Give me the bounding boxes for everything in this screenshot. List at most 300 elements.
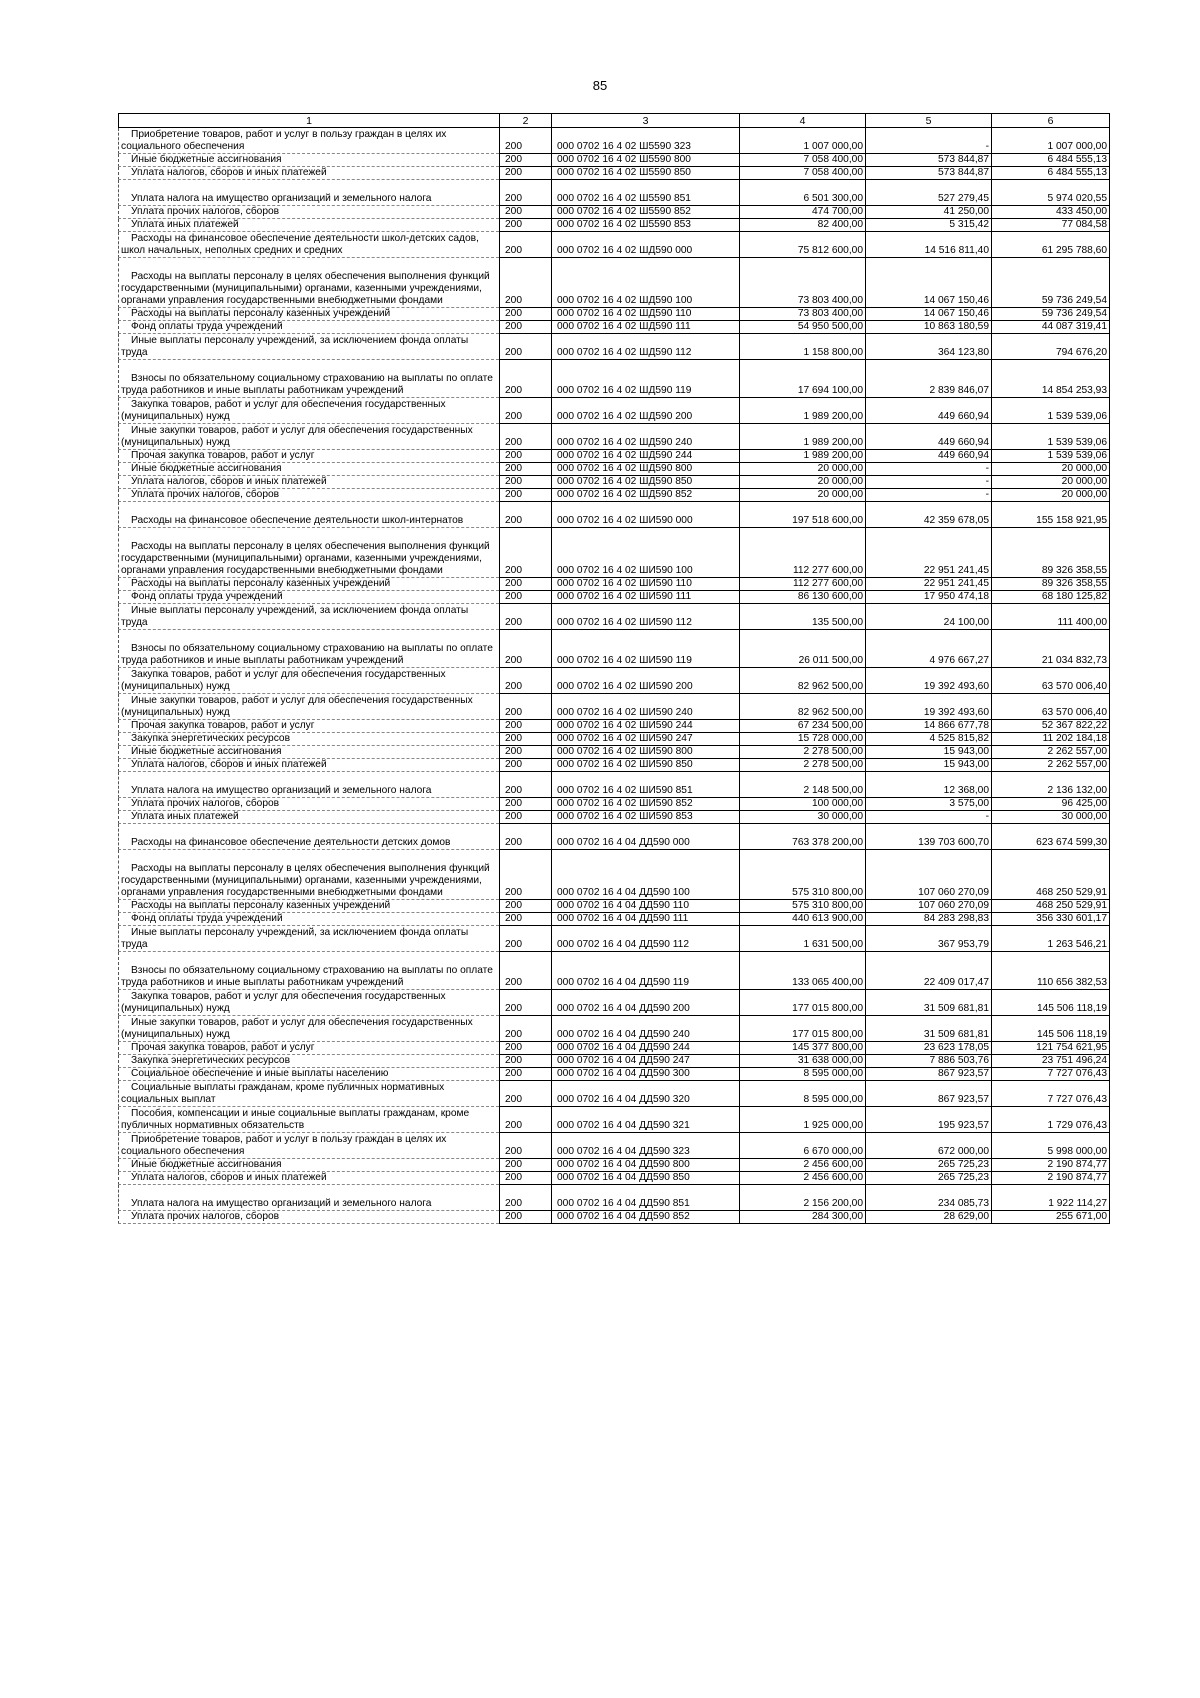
expense-name-cell: [119, 424, 500, 450]
classifier-code-cell: 000 0702 16 4 02 ШИ590 000: [552, 502, 740, 528]
remaining-amount-cell: 20 000,00: [992, 463, 1110, 476]
table-row: [119, 1081, 1110, 1107]
expense-name-text: Уплата налогов, сборов и иных платежей: [131, 759, 327, 770]
expense-name-cell: [119, 990, 500, 1016]
approved-amount-cell: 73 803 400,00: [740, 258, 866, 308]
executed-amount-cell: 5 315,42: [866, 219, 992, 232]
executed-amount-cell: 14 067 150,46: [866, 308, 992, 321]
line-code-cell: 200: [500, 926, 552, 952]
remaining-amount-cell: 52 367 822,22: [992, 720, 1110, 733]
line-code-cell: 200: [500, 811, 552, 824]
approved-amount-cell: 1 989 200,00: [740, 398, 866, 424]
executed-amount-cell: 107 060 270,09: [866, 850, 992, 900]
remaining-amount-cell: 11 202 184,18: [992, 733, 1110, 746]
executed-amount-cell: 23 623 178,05: [866, 1042, 992, 1055]
line-code-cell: 200: [500, 668, 552, 694]
line-code-cell: 200: [500, 154, 552, 167]
remaining-amount-cell: 6 484 555,13: [992, 154, 1110, 167]
expense-name-cell: [119, 1068, 500, 1081]
classifier-code-cell: 000 0702 16 4 02 ШИ590 112: [552, 604, 740, 630]
approved-amount-cell: 86 130 600,00: [740, 591, 866, 604]
table-row: [119, 1159, 1110, 1172]
classifier-code-cell: 000 0702 16 4 04 ДД590 100: [552, 850, 740, 900]
executed-amount-cell: 31 509 681,81: [866, 990, 992, 1016]
expense-name-cell: [119, 824, 500, 850]
expense-name-text: Иные выплаты персоналу учреждений, за исключением фонда оплаты труда: [121, 605, 469, 628]
expense-name-text: Иные бюджетные ассигнования: [131, 154, 282, 165]
classifier-code-cell: 000 0702 16 4 02 ШИ590 851: [552, 772, 740, 798]
line-code-cell: 200: [500, 321, 552, 334]
line-code-cell: 200: [500, 1016, 552, 1042]
approved-amount-cell: 15 728 000,00: [740, 733, 866, 746]
approved-amount-cell: 6 670 000,00: [740, 1133, 866, 1159]
executed-amount-cell: 14 866 677,78: [866, 720, 992, 733]
table-row: [119, 308, 1110, 321]
table-row: [119, 668, 1110, 694]
classifier-code-cell: 000 0702 16 4 04 ДД590 112: [552, 926, 740, 952]
remaining-amount-cell: 255 671,00: [992, 1211, 1110, 1224]
remaining-amount-cell: 20 000,00: [992, 476, 1110, 489]
approved-amount-cell: 2 156 200,00: [740, 1185, 866, 1211]
remaining-amount-cell: 21 034 832,73: [992, 630, 1110, 668]
remaining-amount-cell: 96 425,00: [992, 798, 1110, 811]
expense-name-text: Приобретение товаров, работ и услуг в пользу граждан в целях их социального обеспечения: [121, 1134, 447, 1157]
expense-name-cell: [119, 1042, 500, 1055]
line-code-cell: 200: [500, 759, 552, 772]
table-body: [119, 128, 1110, 1224]
approved-amount-cell: 575 310 800,00: [740, 850, 866, 900]
remaining-amount-cell: 7 727 076,43: [992, 1081, 1110, 1107]
executed-amount-cell: 14 516 811,40: [866, 232, 992, 258]
expense-name-text: Закупка товаров, работ и услуг для обеспечения государственных (муниципальных) нужд: [121, 991, 446, 1014]
executed-amount-cell: 367 953,79: [866, 926, 992, 952]
classifier-code-cell: 000 0702 16 4 02 ШД590 244: [552, 450, 740, 463]
approved-amount-cell: 67 234 500,00: [740, 720, 866, 733]
classifier-code-cell: 000 0702 16 4 02 ШИ590 200: [552, 668, 740, 694]
expense-name-text: Взносы по обязательному социальному страхованию на выплаты по оплате труда работников и иные выплаты работникам учреждений: [121, 643, 493, 666]
classifier-code-cell: 000 0702 16 4 02 Ш5590 852: [552, 206, 740, 219]
expense-name-text: Социальное обеспечение и иные выплаты населению: [131, 1068, 389, 1079]
approved-amount-cell: 2 278 500,00: [740, 746, 866, 759]
classifier-code-cell: 000 0702 16 4 04 ДД590 300: [552, 1068, 740, 1081]
classifier-code-cell: 000 0702 16 4 02 Ш5590 850: [552, 167, 740, 180]
expense-name-text: Уплата налогов, сборов и иных платежей: [131, 1172, 327, 1183]
table-row: [119, 604, 1110, 630]
line-code-cell: 200: [500, 219, 552, 232]
expense-name-cell: [119, 450, 500, 463]
table-row: [119, 321, 1110, 334]
approved-amount-cell: 75 812 600,00: [740, 232, 866, 258]
classifier-code-cell: 000 0702 16 4 04 ДД590 323: [552, 1133, 740, 1159]
line-code-cell: 200: [500, 1159, 552, 1172]
line-code-cell: 200: [500, 502, 552, 528]
executed-amount-cell: -: [866, 463, 992, 476]
line-code-cell: 200: [500, 694, 552, 720]
remaining-amount-cell: 1 539 539,06: [992, 398, 1110, 424]
executed-amount-cell: 867 923,57: [866, 1081, 992, 1107]
table-row: [119, 1042, 1110, 1055]
table-row: [119, 746, 1110, 759]
expense-name-text: Иные бюджетные ассигнования: [131, 746, 282, 757]
executed-amount-cell: 19 392 493,60: [866, 694, 992, 720]
classifier-code-cell: 000 0702 16 4 04 ДД590 321: [552, 1107, 740, 1133]
classifier-code-cell: 000 0702 16 4 04 ДД590 000: [552, 824, 740, 850]
expense-name-cell: [119, 1185, 500, 1211]
classifier-code-cell: 000 0702 16 4 02 ШИ590 240: [552, 694, 740, 720]
expense-name-text: Уплата налогов, сборов и иных платежей: [131, 476, 327, 487]
expense-name-cell: [119, 476, 500, 489]
executed-amount-cell: 12 368,00: [866, 772, 992, 798]
line-code-cell: 200: [500, 913, 552, 926]
expense-name-cell: [119, 926, 500, 952]
executed-amount-cell: 31 509 681,81: [866, 1016, 992, 1042]
remaining-amount-cell: 1 922 114,27: [992, 1185, 1110, 1211]
expense-name-text: Иные закупки товаров, работ и услуг для обеспечения государственных (муниципальных) нужд: [121, 425, 473, 448]
expense-name-cell: [119, 463, 500, 476]
remaining-amount-cell: 468 250 529,91: [992, 900, 1110, 913]
remaining-amount-cell: 59 736 249,54: [992, 308, 1110, 321]
expense-name-cell: [119, 746, 500, 759]
line-code-cell: 200: [500, 850, 552, 900]
remaining-amount-cell: 1 729 076,43: [992, 1107, 1110, 1133]
remaining-amount-cell: 110 656 382,53: [992, 952, 1110, 990]
line-code-cell: 200: [500, 824, 552, 850]
page-number: 85: [592, 78, 608, 93]
classifier-code-cell: 000 0702 16 4 02 ШД590 200: [552, 398, 740, 424]
expense-name-text: Расходы на выплаты персоналу в целях обеспечения выполнения функций государственными (муниципальными) органами, казенными учреждениями, органами управления государственными внебюджетными фондами: [121, 863, 490, 898]
approved-amount-cell: 1 158 800,00: [740, 334, 866, 360]
expense-name-cell: [119, 334, 500, 360]
table-row: [119, 424, 1110, 450]
remaining-amount-cell: 468 250 529,91: [992, 850, 1110, 900]
classifier-code-cell: 000 0702 16 4 02 ШИ590 850: [552, 759, 740, 772]
classifier-code-cell: 000 0702 16 4 02 ШИ590 852: [552, 798, 740, 811]
classifier-code-cell: 000 0702 16 4 02 ШИ590 110: [552, 578, 740, 591]
approved-amount-cell: 474 700,00: [740, 206, 866, 219]
classifier-code-cell: 000 0702 16 4 02 ШИ590 247: [552, 733, 740, 746]
table-row: [119, 1107, 1110, 1133]
approved-amount-cell: 284 300,00: [740, 1211, 866, 1224]
line-code-cell: 200: [500, 1081, 552, 1107]
table-row: [119, 154, 1110, 167]
expense-name-text: Расходы на выплаты персоналу в целях обеспечения выполнения функций государственными (муниципальными) органами, казенными учреждениями, органами управления государственными внебюджетными фондами: [121, 271, 490, 306]
approved-amount-cell: 177 015 800,00: [740, 990, 866, 1016]
line-code-cell: 200: [500, 528, 552, 578]
classifier-code-cell: 000 0702 16 4 04 ДД590 850: [552, 1172, 740, 1185]
approved-amount-cell: 133 065 400,00: [740, 952, 866, 990]
remaining-amount-cell: 145 506 118,19: [992, 990, 1110, 1016]
approved-amount-cell: 30 000,00: [740, 811, 866, 824]
table-row: [119, 798, 1110, 811]
classifier-code-cell: 000 0702 16 4 02 ШИ590 853: [552, 811, 740, 824]
executed-amount-cell: -: [866, 476, 992, 489]
line-code-cell: 200: [500, 746, 552, 759]
line-code-cell: 200: [500, 772, 552, 798]
executed-amount-cell: 15 943,00: [866, 759, 992, 772]
expense-name-cell: [119, 591, 500, 604]
expense-name-text: Иные бюджетные ассигнования: [131, 1159, 282, 1170]
executed-amount-cell: 672 000,00: [866, 1133, 992, 1159]
executed-amount-cell: 15 943,00: [866, 746, 992, 759]
classifier-code-cell: 000 0702 16 4 02 ШД590 112: [552, 334, 740, 360]
table-row: [119, 850, 1110, 900]
classifier-code-cell: 000 0702 16 4 02 Ш5590 323: [552, 128, 740, 154]
column-number-4: 4: [740, 114, 866, 128]
expense-name-text: Фонд оплаты труда учреждений: [131, 913, 283, 924]
executed-amount-cell: 867 923,57: [866, 1068, 992, 1081]
line-code-cell: 200: [500, 990, 552, 1016]
expense-name-cell: [119, 952, 500, 990]
remaining-amount-cell: 111 400,00: [992, 604, 1110, 630]
line-code-cell: 200: [500, 1055, 552, 1068]
approved-amount-cell: 2 456 600,00: [740, 1172, 866, 1185]
table-row: [119, 128, 1110, 154]
line-code-cell: 200: [500, 476, 552, 489]
expense-name-text: Уплата прочих налогов, сборов: [131, 206, 280, 217]
line-code-cell: 200: [500, 334, 552, 360]
classifier-code-cell: 000 0702 16 4 02 ШД590 852: [552, 489, 740, 502]
expense-name-text: Приобретение товаров, работ и услуг в пользу граждан в целях их социального обеспечения: [121, 129, 447, 152]
line-code-cell: 200: [500, 128, 552, 154]
executed-amount-cell: 22 951 241,45: [866, 578, 992, 591]
line-code-cell: 200: [500, 952, 552, 990]
approved-amount-cell: 8 595 000,00: [740, 1068, 866, 1081]
approved-amount-cell: 20 000,00: [740, 489, 866, 502]
line-code-cell: 200: [500, 591, 552, 604]
table-row: [119, 1133, 1110, 1159]
executed-amount-cell: 28 629,00: [866, 1211, 992, 1224]
table-row: [119, 630, 1110, 668]
expense-name-text: Социальные выплаты гражданам, кроме публичных нормативных социальных выплат: [121, 1082, 445, 1105]
classifier-code-cell: 000 0702 16 4 04 ДД590 111: [552, 913, 740, 926]
line-code-cell: 200: [500, 1172, 552, 1185]
approved-amount-cell: 82 400,00: [740, 219, 866, 232]
approved-amount-cell: 17 694 100,00: [740, 360, 866, 398]
executed-amount-cell: 84 283 298,83: [866, 913, 992, 926]
executed-amount-cell: 7 886 503,76: [866, 1055, 992, 1068]
classifier-code-cell: 000 0702 16 4 02 Ш5590 853: [552, 219, 740, 232]
line-code-cell: 200: [500, 1133, 552, 1159]
expense-name-cell: [119, 232, 500, 258]
expense-name-text: Взносы по обязательному социальному страхованию на выплаты по оплате труда работников и иные выплаты работникам учреждений: [121, 373, 493, 396]
executed-amount-cell: 449 660,94: [866, 398, 992, 424]
remaining-amount-cell: 1 263 546,21: [992, 926, 1110, 952]
expense-name-cell: [119, 128, 500, 154]
approved-amount-cell: 7 058 400,00: [740, 167, 866, 180]
table-row: [119, 694, 1110, 720]
expense-name-text: Закупка товаров, работ и услуг для обеспечения государственных (муниципальных) нужд: [121, 399, 446, 422]
line-code-cell: 200: [500, 733, 552, 746]
expense-name-cell: [119, 398, 500, 424]
executed-amount-cell: 195 923,57: [866, 1107, 992, 1133]
expense-name-text: Прочая закупка товаров, работ и услуг: [131, 720, 315, 731]
remaining-amount-cell: 121 754 621,95: [992, 1042, 1110, 1055]
executed-amount-cell: -: [866, 489, 992, 502]
approved-amount-cell: 1 989 200,00: [740, 424, 866, 450]
executed-amount-cell: 527 279,45: [866, 180, 992, 206]
expense-name-text: Иные выплаты персоналу учреждений, за исключением фонда оплаты труда: [121, 927, 469, 950]
executed-amount-cell: 17 950 474,18: [866, 591, 992, 604]
executed-amount-cell: 449 660,94: [866, 450, 992, 463]
expense-name-cell: [119, 1016, 500, 1042]
classifier-code-cell: 000 0702 16 4 04 ДД590 244: [552, 1042, 740, 1055]
table-row: [119, 398, 1110, 424]
executed-amount-cell: 107 060 270,09: [866, 900, 992, 913]
executed-amount-cell: 573 844,87: [866, 154, 992, 167]
line-code-cell: 200: [500, 900, 552, 913]
remaining-amount-cell: 63 570 006,40: [992, 668, 1110, 694]
remaining-amount-cell: 6 484 555,13: [992, 167, 1110, 180]
approved-amount-cell: 82 962 500,00: [740, 694, 866, 720]
line-code-cell: 200: [500, 398, 552, 424]
table-row: [119, 489, 1110, 502]
expense-name-cell: [119, 167, 500, 180]
expense-name-cell: [119, 1055, 500, 1068]
expense-name-text: Закупка товаров, работ и услуг для обеспечения государственных (муниципальных) нужд: [121, 669, 446, 692]
expense-name-cell: [119, 1107, 500, 1133]
expense-name-cell: [119, 694, 500, 720]
remaining-amount-cell: 2 136 132,00: [992, 772, 1110, 798]
classifier-code-cell: 000 0702 16 4 04 ДД590 851: [552, 1185, 740, 1211]
classifier-code-cell: 000 0702 16 4 02 Ш5590 851: [552, 180, 740, 206]
remaining-amount-cell: 1 007 000,00: [992, 128, 1110, 154]
approved-amount-cell: 112 277 600,00: [740, 528, 866, 578]
approved-amount-cell: 26 011 500,00: [740, 630, 866, 668]
approved-amount-cell: 575 310 800,00: [740, 900, 866, 913]
executed-amount-cell: 41 250,00: [866, 206, 992, 219]
executed-amount-cell: 42 359 678,05: [866, 502, 992, 528]
column-number-row: [119, 114, 1110, 128]
expense-name-cell: [119, 1133, 500, 1159]
expense-name-cell: [119, 206, 500, 219]
line-code-cell: 200: [500, 258, 552, 308]
executed-amount-cell: 19 392 493,60: [866, 668, 992, 694]
classifier-code-cell: 000 0702 16 4 04 ДД590 852: [552, 1211, 740, 1224]
table-row: [119, 334, 1110, 360]
executed-amount-cell: 3 575,00: [866, 798, 992, 811]
expense-name-text: Уплата налога на имущество организаций и земельного налога: [131, 785, 432, 796]
table-row: [119, 219, 1110, 232]
remaining-amount-cell: 623 674 599,30: [992, 824, 1110, 850]
budget-execution-table: [118, 113, 1110, 1224]
line-code-cell: 200: [500, 1068, 552, 1081]
expense-name-cell: [119, 900, 500, 913]
expense-name-cell: [119, 1159, 500, 1172]
expense-name-text: Уплата иных платежей: [131, 811, 239, 822]
remaining-amount-cell: 1 539 539,06: [992, 424, 1110, 450]
remaining-amount-cell: 1 539 539,06: [992, 450, 1110, 463]
executed-amount-cell: 24 100,00: [866, 604, 992, 630]
table-row: [119, 1172, 1110, 1185]
table-row: [119, 206, 1110, 219]
approved-amount-cell: 1 631 500,00: [740, 926, 866, 952]
executed-amount-cell: 449 660,94: [866, 424, 992, 450]
expense-name-text: Уплата налога на имущество организаций и земельного налога: [131, 193, 432, 204]
table-row: [119, 1068, 1110, 1081]
expense-name-cell: [119, 811, 500, 824]
remaining-amount-cell: 30 000,00: [992, 811, 1110, 824]
expense-name-cell: [119, 913, 500, 926]
expense-name-cell: [119, 798, 500, 811]
line-code-cell: 200: [500, 489, 552, 502]
approved-amount-cell: 8 595 000,00: [740, 1081, 866, 1107]
expense-name-cell: [119, 258, 500, 308]
column-number-1: 1: [119, 114, 500, 128]
classifier-code-cell: 000 0702 16 4 04 ДД590 119: [552, 952, 740, 990]
expense-name-text: Фонд оплаты труда учреждений: [131, 321, 283, 332]
classifier-code-cell: 000 0702 16 4 02 ШД590 110: [552, 308, 740, 321]
expense-name-text: Иные закупки товаров, работ и услуг для обеспечения государственных (муниципальных) нужд: [121, 1017, 473, 1040]
classifier-code-cell: 000 0702 16 4 04 ДД590 240: [552, 1016, 740, 1042]
line-code-cell: 200: [500, 360, 552, 398]
remaining-amount-cell: 2 190 874,77: [992, 1159, 1110, 1172]
expense-name-text: Уплата налога на имущество организаций и земельного налога: [131, 1198, 432, 1209]
executed-amount-cell: 265 725,23: [866, 1159, 992, 1172]
remaining-amount-cell: 89 326 358,55: [992, 578, 1110, 591]
line-code-cell: 200: [500, 798, 552, 811]
line-code-cell: 200: [500, 1185, 552, 1211]
remaining-amount-cell: 356 330 601,17: [992, 913, 1110, 926]
expense-name-cell: [119, 578, 500, 591]
remaining-amount-cell: 44 087 319,41: [992, 321, 1110, 334]
expense-name-text: Расходы на финансовое обеспечение деятельности школ-интернатов: [131, 515, 464, 526]
classifier-code-cell: 000 0702 16 4 02 ШД590 240: [552, 424, 740, 450]
remaining-amount-cell: 23 751 496,24: [992, 1055, 1110, 1068]
table-row: [119, 258, 1110, 308]
remaining-amount-cell: 2 190 874,77: [992, 1172, 1110, 1185]
expense-name-text: Иные закупки товаров, работ и услуг для обеспечения государственных (муниципальных) нужд: [121, 695, 473, 718]
classifier-code-cell: 000 0702 16 4 04 ДД590 800: [552, 1159, 740, 1172]
table-row: [119, 591, 1110, 604]
remaining-amount-cell: 14 854 253,93: [992, 360, 1110, 398]
classifier-code-cell: 000 0702 16 4 02 ШД590 100: [552, 258, 740, 308]
table-row: [119, 720, 1110, 733]
executed-amount-cell: 234 085,73: [866, 1185, 992, 1211]
expense-name-text: Закупка энергетических ресурсов: [131, 1055, 291, 1066]
expense-name-text: Уплата налогов, сборов и иных платежей: [131, 167, 327, 178]
classifier-code-cell: 000 0702 16 4 02 ШД590 111: [552, 321, 740, 334]
line-code-cell: 200: [500, 167, 552, 180]
executed-amount-cell: 10 863 180,59: [866, 321, 992, 334]
executed-amount-cell: 265 725,23: [866, 1172, 992, 1185]
expense-name-cell: [119, 321, 500, 334]
expense-name-cell: [119, 1211, 500, 1224]
approved-amount-cell: 73 803 400,00: [740, 308, 866, 321]
table-row: [119, 167, 1110, 180]
line-code-cell: 200: [500, 578, 552, 591]
approved-amount-cell: 1 925 000,00: [740, 1107, 866, 1133]
expense-name-text: Расходы на выплаты персоналу казенных учреждений: [131, 900, 391, 911]
classifier-code-cell: 000 0702 16 4 02 ШД590 119: [552, 360, 740, 398]
table-row: [119, 1211, 1110, 1224]
table-row: [119, 811, 1110, 824]
classifier-code-cell: 000 0702 16 4 02 ШИ590 119: [552, 630, 740, 668]
expense-name-text: Иные выплаты персоналу учреждений, за исключением фонда оплаты труда: [121, 335, 469, 358]
classifier-code-cell: 000 0702 16 4 02 ШИ590 111: [552, 591, 740, 604]
remaining-amount-cell: 68 180 125,82: [992, 591, 1110, 604]
expense-name-cell: [119, 720, 500, 733]
line-code-cell: 200: [500, 450, 552, 463]
line-code-cell: 200: [500, 180, 552, 206]
executed-amount-cell: -: [866, 128, 992, 154]
remaining-amount-cell: 145 506 118,19: [992, 1016, 1110, 1042]
approved-amount-cell: 145 377 800,00: [740, 1042, 866, 1055]
remaining-amount-cell: 5 998 000,00: [992, 1133, 1110, 1159]
expense-name-cell: [119, 1081, 500, 1107]
line-code-cell: 200: [500, 604, 552, 630]
expense-name-text: Расходы на финансовое обеспечение деятельности детских домов: [131, 837, 451, 848]
executed-amount-cell: 364 123,80: [866, 334, 992, 360]
